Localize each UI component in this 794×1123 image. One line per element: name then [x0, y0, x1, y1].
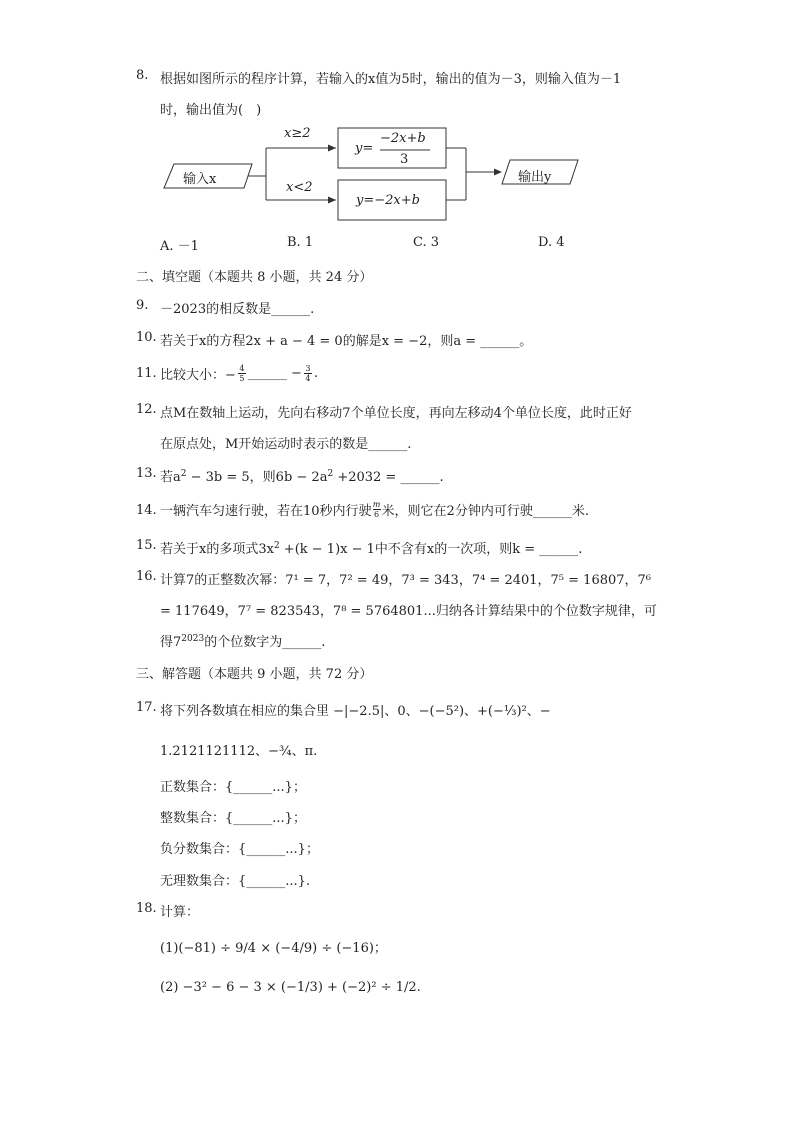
option-a: A. －1 — [160, 239, 199, 254]
q11-fraction-1 — [238, 364, 246, 383]
question-18-number: 18. — [136, 901, 157, 916]
q11-fraction-2 — [304, 364, 312, 383]
section-2-heading: 二、填空题（本题共 8 小题，共 24 分） — [136, 270, 373, 285]
question-17-text-line1: 将下列各数填在相应的集合里 −|−2.5|、0、−(−5²)、+(−⅓)²、− — [160, 704, 551, 719]
question-16-text-line1: 计算7的正整数次幂：7¹ = 7，7² = 49，7³ = 343，7⁴ = 2401，7⁵ = 16807，7⁶ — [160, 573, 652, 588]
q13-text-a: 若a — [160, 470, 181, 485]
question-18-title: 计算： — [160, 905, 200, 920]
q15-text-b: +(k − 1)x − 1中不含有x的一次项，则k = ______. — [279, 542, 583, 557]
q14-fraction — [373, 500, 381, 519]
question-11-text — [160, 358, 318, 388]
irrational-set: 无理数集合：{______...}. — [160, 874, 311, 889]
question-10-number: 10. — [136, 330, 157, 345]
flow-box-top-denominator: 3 — [400, 152, 409, 167]
question-16-number: 16. — [136, 569, 157, 584]
q13-sup-2: 2 — [327, 469, 334, 479]
flow-box-bottom-formula: y=−2x+b — [356, 193, 420, 208]
flow-condition-bottom: x<2 — [286, 180, 313, 195]
q11-frac1-denominator: 5 — [239, 373, 245, 383]
q13-sup-1: 2 — [180, 469, 187, 479]
integer-set: 整数集合：{______...}； — [160, 811, 306, 826]
q14-text-a: 一辆汽车匀速行驶，若在10秒内行驶 — [160, 503, 372, 519]
flow-box-top-prefix: y= — [355, 141, 374, 156]
negative-fraction-set: 负分数集合：{______...}； — [160, 842, 319, 857]
q13-text-c: +2032 = ______. — [333, 470, 444, 485]
q11-frac2-denominator: 4 — [305, 373, 311, 383]
option-c: C. 3 — [413, 235, 440, 250]
question-15-number: 15. — [136, 538, 157, 553]
question-17-text-line2: 1.2121121112、−¾、π. — [160, 744, 318, 759]
q13-text-b: − 3b = 5，则6b − 2a — [186, 470, 328, 485]
question-10-text: 若关于x的方程2x + a − 4 = 0的解是x = −2，则a = ______。 — [160, 334, 533, 349]
question-8-text-line2: 时，输出值为( ) — [160, 103, 262, 118]
question-16-text-line2: = 117649，7⁷ = 823543，7⁸ = 5764801...归纳各计算结果中的个位数字规律，可 — [160, 604, 657, 619]
question-12-number: 12. — [136, 402, 157, 417]
q14-frac-denominator: 6 — [374, 509, 380, 519]
question-12-text-line2: 在原点处，M开始运动时表示的数是______. — [160, 437, 412, 452]
positive-set: 正数集合：{______...}； — [160, 780, 306, 795]
flow-box-top-numerator: −2x+b — [380, 131, 426, 146]
q16-line3-b: 的个位数字为______. — [204, 635, 326, 650]
question-12-text-line1: 点M在数轴上运动，先向右移动7个单位长度，再向左移动4个单位长度，此时正好 — [160, 406, 632, 421]
flow-output-label: 输出y — [518, 170, 552, 185]
q11-text-a: 比较大小：− — [160, 367, 236, 383]
q15-text-a: 若关于x的多项式3x — [160, 542, 274, 557]
section-3-heading: 三、解答题（本题共 9 小题，共 72 分） — [136, 667, 373, 682]
question-8-text-line1: 根据如图所示的程序计算，若输入的x值为5时，输出的值为－3，则输入值为－1 — [160, 72, 622, 87]
q11-frac2-numerator: 3 — [305, 363, 311, 373]
question-18-part-2: (2) −3² − 6 − 3 × (−1/3) + (−2)² ÷ 1/2. — [160, 980, 421, 995]
flow-input-label: 输入x — [183, 172, 217, 187]
q15-sup-1: 2 — [273, 541, 280, 551]
q16-line3-sup: 2023 — [181, 634, 205, 644]
question-14-number: 14. — [136, 503, 157, 518]
option-b: B. 1 — [287, 235, 314, 250]
question-13-text — [160, 466, 444, 485]
question-8-number: 8. — [136, 68, 149, 83]
q11-text-b: ______ − — [247, 365, 302, 381]
q14-text-b: 米，则它在2分钟内可行驶______米. — [381, 503, 589, 519]
question-13-number: 13. — [136, 466, 157, 481]
q14-frac-numerator: m — [372, 499, 381, 509]
question-11-number: 11. — [136, 366, 157, 381]
option-d: D. 4 — [538, 235, 565, 250]
question-15-text — [160, 538, 582, 557]
question-17-number: 17. — [136, 700, 157, 715]
question-16-text-line3 — [160, 631, 325, 650]
q16-line3-a: 得7 — [160, 635, 182, 650]
q11-frac1-numerator: 4 — [239, 363, 245, 373]
q11-text-c: . — [313, 365, 319, 381]
question-18-part-1: (1)(−81) ÷ 9/4 × (−4/9) ÷ (−16)； — [160, 941, 387, 956]
flow-condition-top: x≥2 — [284, 126, 311, 141]
question-9-text: －2023的相反数是______. — [160, 302, 315, 317]
question-14-text — [160, 494, 589, 524]
question-9-number: 9. — [136, 298, 149, 313]
